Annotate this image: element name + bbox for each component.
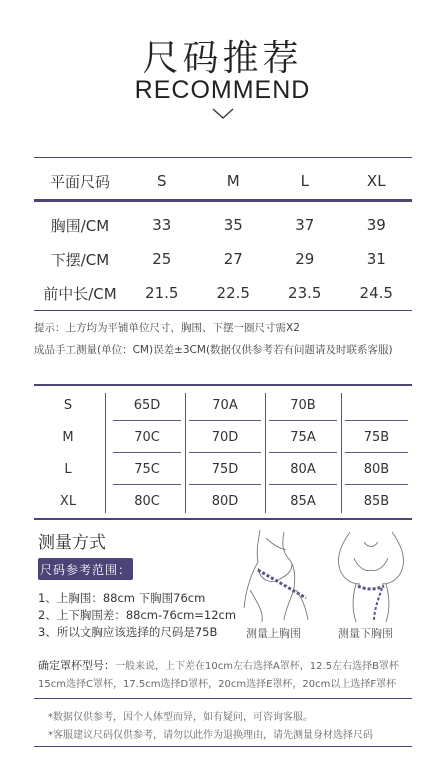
cup-band: S bbox=[63, 397, 73, 413]
table-row bbox=[34, 242, 412, 276]
page-title: 尺码推荐 bbox=[142, 38, 303, 79]
cup-cell: 70B bbox=[265, 389, 341, 421]
measure-step: 1、上胸围：88cm 下胸围76cm bbox=[38, 591, 206, 605]
measure-step: 2、上下胸围差：88cm-76cm=12cm bbox=[38, 608, 237, 622]
divider-bottom bbox=[34, 310, 412, 311]
cup-band: XL bbox=[59, 493, 77, 509]
cup-cell: 80D bbox=[211, 493, 239, 509]
cell-value: 24.5 bbox=[359, 284, 393, 302]
column-divider bbox=[185, 393, 186, 513]
divider-top bbox=[34, 157, 412, 158]
measure-step: 3、所以文胸应该选择的尺码是75B bbox=[38, 625, 218, 639]
cup-cell: 80A bbox=[265, 453, 341, 485]
cell-value: 33 bbox=[152, 216, 172, 234]
header-cell: L bbox=[300, 172, 309, 190]
measure-upper-bust-illustration bbox=[236, 528, 318, 623]
note-line: 提示：上方均为平铺单位尺寸，胸围、下摆一圈尺寸需X2 bbox=[34, 322, 300, 334]
table-row bbox=[34, 485, 412, 517]
cell-value: 37 bbox=[295, 216, 315, 234]
table-row bbox=[34, 421, 412, 453]
note-line: 成品手工测量(单位：CM)误差±3CM(数据仅供参考若有问题请及时联系客服) bbox=[34, 344, 393, 356]
figure-label: 测量上胸围 bbox=[246, 627, 301, 640]
cell-value: 29 bbox=[295, 250, 315, 268]
header-cell: XL bbox=[366, 172, 386, 190]
cell-value: 25 bbox=[152, 250, 172, 268]
cell-value: 31 bbox=[366, 250, 386, 268]
cup-cell: 65D bbox=[109, 389, 185, 421]
cup-cell: 75C bbox=[109, 453, 185, 485]
measure-lower-bust-illustration bbox=[330, 528, 412, 623]
cup-guide-text: 一般来说，上下差在10cm左右选择A罩杯，12.5左右选择B罩杯 bbox=[115, 661, 399, 672]
column-divider bbox=[341, 393, 342, 513]
cup-guide-line bbox=[38, 657, 399, 673]
header-cell: 平面尺码 bbox=[49, 172, 110, 191]
column-divider bbox=[105, 393, 106, 513]
cup-cell: 70A bbox=[185, 389, 265, 421]
cup-cell: 85B bbox=[363, 493, 390, 509]
table-row bbox=[34, 389, 412, 421]
cup-band: M bbox=[62, 429, 74, 445]
table-row bbox=[34, 453, 412, 485]
range-badge: 尺码参考范围： bbox=[38, 558, 133, 580]
page-subtitle: RECOMMEND bbox=[134, 76, 311, 104]
chevron-down-icon bbox=[212, 108, 234, 120]
cup-cell: 85A bbox=[290, 493, 316, 509]
row-label: 下摆/CM bbox=[50, 250, 110, 269]
cell-value: 35 bbox=[223, 216, 243, 234]
footer-divider bbox=[34, 698, 412, 699]
cup-guide-line: 15cm选择C罩杯，17.5cm选择D罩杯，20cm选择E罩杯，20cm以上选择F罩杯 bbox=[38, 679, 397, 690]
footer-note: *客服建议尺码仅供参考，请勿以此作为退换理由，请先测量身材选择尺码 bbox=[48, 730, 373, 741]
cup-guide-label: 确定罩杯型号： bbox=[38, 659, 115, 672]
divider-header bbox=[34, 199, 412, 202]
footer-note: *数据仅供参考，因个人体型而异，如有疑问，可咨询客服。 bbox=[48, 712, 313, 723]
cup-cell bbox=[341, 389, 412, 421]
cell-value: 22.5 bbox=[216, 284, 250, 302]
cup-cell: 80B bbox=[341, 453, 412, 485]
cup-cell: 70D bbox=[185, 421, 265, 453]
section-title: 测量方式 bbox=[38, 533, 106, 553]
row-label: 前中长/CM bbox=[43, 284, 117, 303]
header-cell: M bbox=[226, 172, 240, 190]
figure-label: 测量下胸围 bbox=[338, 627, 393, 640]
cell-value: 21.5 bbox=[145, 284, 179, 302]
cup-cell: 75D bbox=[185, 453, 265, 485]
cell-value: 27 bbox=[223, 250, 243, 268]
cup-cell: 70C bbox=[109, 421, 185, 453]
header-cell: S bbox=[156, 172, 167, 190]
cup-divider-bottom bbox=[34, 518, 412, 520]
cell-value: 39 bbox=[366, 216, 386, 234]
cell-value: 23.5 bbox=[288, 284, 322, 302]
cup-divider-top bbox=[34, 384, 412, 386]
cup-cell: 75B bbox=[341, 421, 412, 453]
column-divider bbox=[265, 393, 266, 513]
size-table-header bbox=[34, 164, 412, 198]
footer-divider-bottom bbox=[34, 746, 412, 747]
table-row bbox=[34, 208, 412, 242]
cup-cell: 80C bbox=[134, 493, 160, 509]
table-row bbox=[34, 276, 412, 310]
cup-band: L bbox=[64, 461, 72, 477]
row-label: 胸围/CM bbox=[50, 216, 110, 235]
cup-cell: 75A bbox=[265, 421, 341, 453]
